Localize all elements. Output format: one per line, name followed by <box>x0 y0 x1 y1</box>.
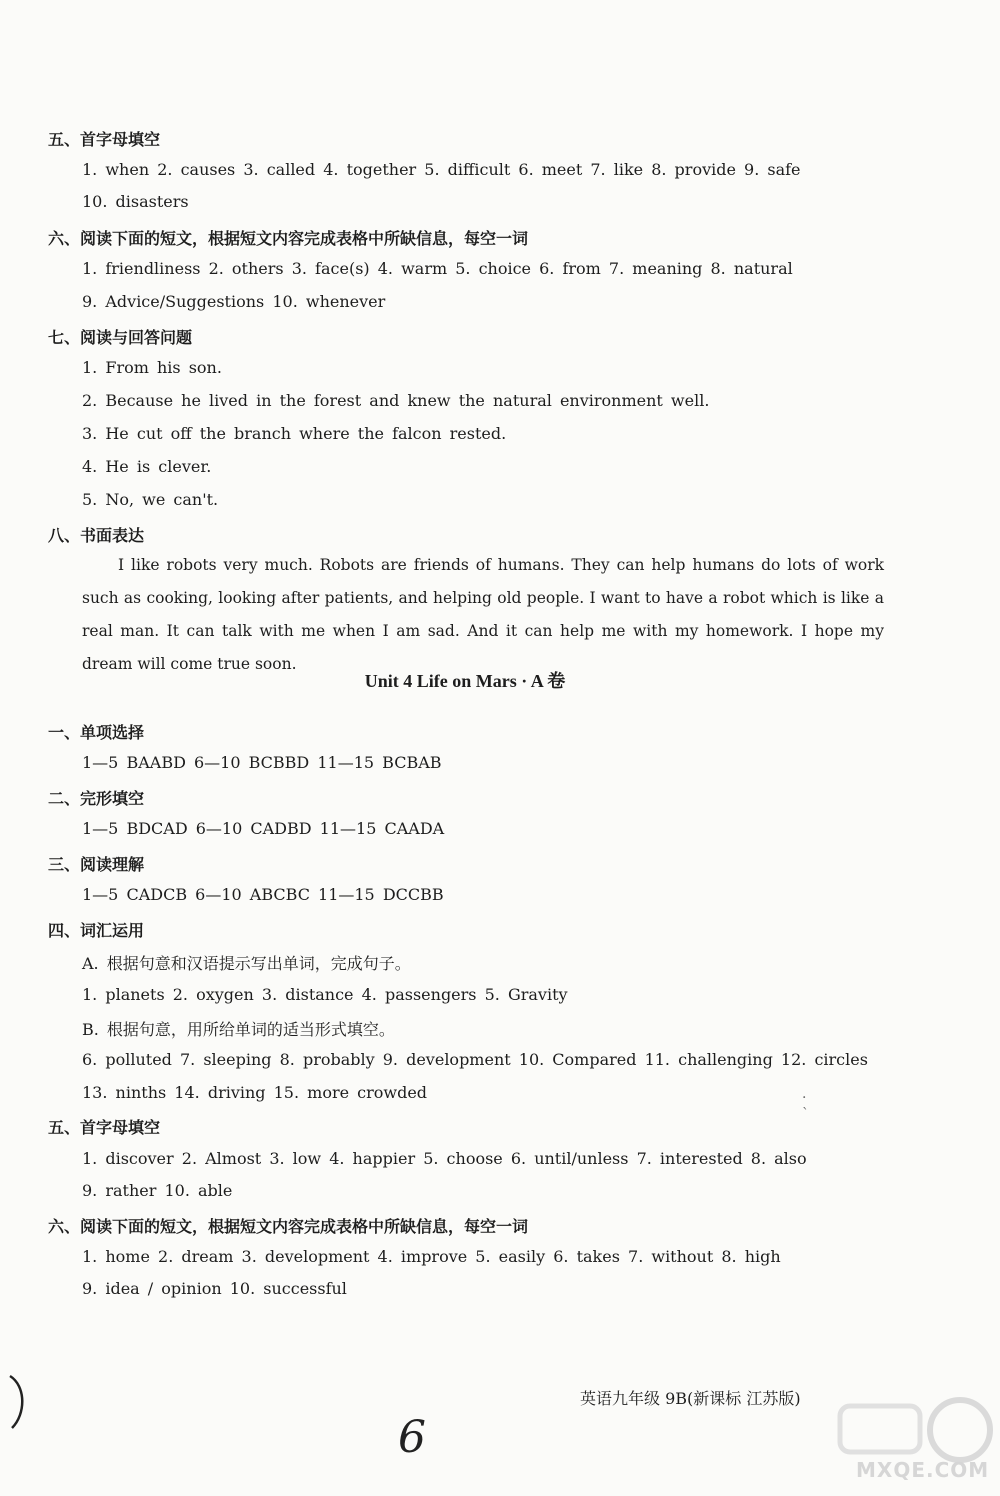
answer-line: 1—5 BDCAD 6—10 CADBD 11—15 CAADA <box>82 819 445 838</box>
answer-line: 5. No, we can't. <box>82 490 219 509</box>
answer-line: 4. He is clever. <box>82 457 212 476</box>
answer-line: 1. From his son. <box>82 358 222 377</box>
answer-line: 10. disasters <box>82 192 189 211</box>
writing-essay: I like robots very much. Robots are friends of humans. They can help humans do lots of work such as cooking, looking after patients, and helping old people. I want to have a robot which is like a real man. It can talk with me when I am sad. And it can help me with my homework. I hope my dream will come true soon. <box>82 556 884 673</box>
answer-line: 1. planets 2. oxygen 3. distance 4. passengers 5. Gravity <box>82 985 568 1004</box>
section-heading: 六、阅读下面的短文，根据短文内容完成表格中所缺信息，每空一词 <box>48 229 529 248</box>
section-heading: 四、词汇运用 <box>48 921 145 940</box>
footer-book-title: 英语九年级 9B(新课标 江苏版) <box>580 1389 801 1408</box>
page-number: 6 <box>398 1412 426 1463</box>
section-heading: 二、完形填空 <box>48 789 145 808</box>
section-heading: 五、首字母填空 <box>48 1118 161 1137</box>
answer-line: 3. He cut off the branch where the falcon rested. <box>82 424 507 443</box>
answer-line: 1. when 2. causes 3. called 4. together 5. difficult 6. meet 7. like 8. provide 9. safe <box>82 160 801 179</box>
answer-line: 9. rather 10. able <box>82 1181 233 1200</box>
section-heading: 七、阅读与回答问题 <box>48 328 193 347</box>
answer-line: 9. Advice/Suggestions 10. whenever <box>82 292 386 311</box>
section-heading: 一、单项选择 <box>48 723 145 742</box>
section-heading: 六、阅读下面的短文，根据短文内容完成表格中所缺信息，每空一词 <box>48 1217 529 1236</box>
answer-line: 1. friendliness 2. others 3. face(s) 4. warm 5. choice 6. from 7. meaning 8. natural <box>82 259 793 278</box>
answer-line: 9. idea / opinion 10. successful <box>82 1279 347 1298</box>
margin-bracket-mark <box>4 1372 30 1432</box>
answer-line: B. 根据句意，用所给单词的适当形式填空。 <box>82 1020 395 1039</box>
section-heading: 八、书面表达 <box>48 526 145 545</box>
unit-title: Unit 4 Life on Mars · A 卷 <box>364 671 566 691</box>
answer-line: 1—5 CADCB 6—10 ABCBC 11—15 DCCBB <box>82 885 444 904</box>
answer-line: A. 根据句意和汉语提示写出单词，完成句子。 <box>82 954 411 973</box>
answer-line: 1. home 2. dream 3. development 4. improve 5. easily 6. takes 7. without 8. high <box>82 1247 781 1266</box>
watermark-text: MXQE.COM <box>856 1458 990 1482</box>
section-heading: 三、阅读理解 <box>48 855 145 874</box>
answer-line: 1. discover 2. Almost 3. low 4. happier 5. choose 6. until/unless 7. interested 8. also <box>82 1149 807 1168</box>
answer-line: 1—5 BAABD 6—10 BCBBD 11—15 BCBAB <box>82 753 442 772</box>
answer-line: 13. ninths 14. driving 15. more crowded <box>82 1083 428 1102</box>
section-heading: 五、首字母填空 <box>48 130 161 149</box>
stray-mark: · ` <box>802 1090 809 1122</box>
answer-line: 6. polluted 7. sleeping 8. probably 9. development 10. Compared 11. challenging 12. circles <box>82 1050 868 1069</box>
answer-line: 2. Because he lived in the forest and knew the natural environment well. <box>82 391 710 410</box>
